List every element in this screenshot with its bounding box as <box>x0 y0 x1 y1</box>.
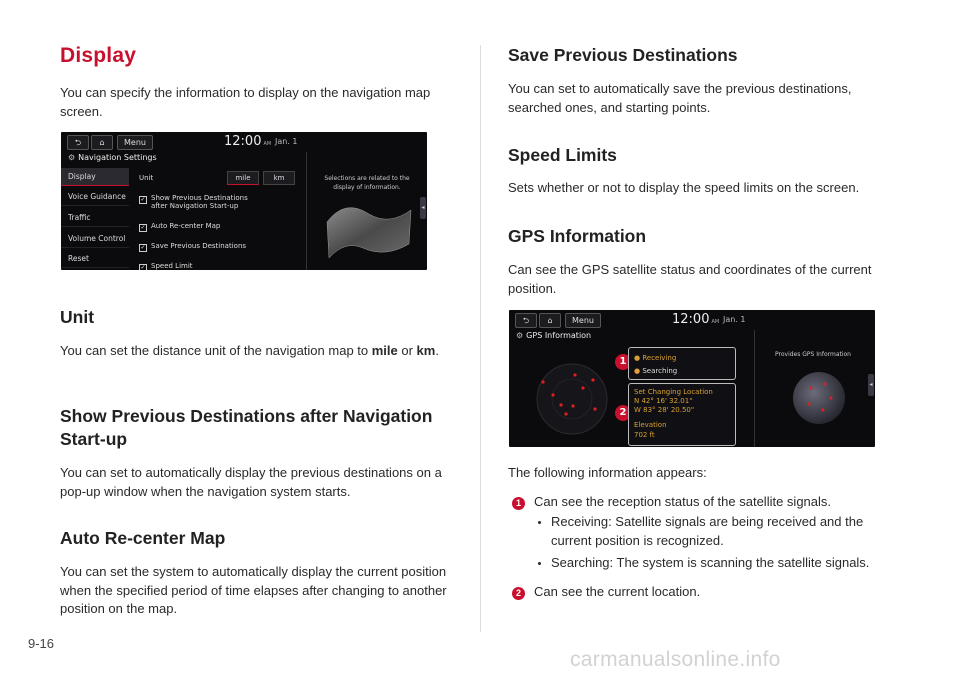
provides-gps-text: Provides GPS Information <box>775 351 851 358</box>
menu-button: Menu <box>565 313 601 328</box>
settings-title: ⚙ Navigation Settings <box>68 153 157 162</box>
page-number: 9-16 <box>28 636 55 651</box>
show-previous-title: Show Previous Destinations after Navigation Start-up <box>60 406 433 449</box>
option-auto-recenter: ✓ Auto Re-center Map <box>140 222 221 231</box>
display-text: You can specify the information to display on the navigation map screen. <box>60 85 431 119</box>
menu-item-display: Display <box>61 168 129 186</box>
callout-marker-1: 1 <box>615 354 631 370</box>
column-divider <box>480 45 481 632</box>
menu-button: Menu <box>117 135 153 150</box>
show-previous-text: You can set to automatically display the previous destinations on a pop-up window when the navigation system starts. <box>60 465 442 499</box>
latitude: N 42° 16' 32.01" <box>634 397 693 405</box>
speed-limits-title: Speed Limits <box>508 145 617 165</box>
unit-label: Unit <box>139 174 154 182</box>
bullet-searching: Searching: The system is scanning the satellite signals. <box>551 555 870 570</box>
gear-icon: ⚙ <box>68 153 76 162</box>
gear-icon: ⚙ <box>516 331 524 340</box>
bullet-icon <box>538 521 541 524</box>
clock: 12:00 AM <box>672 312 720 327</box>
callout-marker-2: 2 <box>615 405 631 421</box>
date: Jan. 1 <box>275 137 298 146</box>
auto-recenter-text: You can set the system to automatically display the current position when the specified period of time elapses after changing to another position on the map. <box>60 564 447 616</box>
gps-information-title: GPS Information <box>508 226 647 246</box>
panel-handle-icon: ◂ <box>868 374 874 396</box>
home-icon: ⌂ <box>539 313 561 328</box>
option-show-previous: ✓ Show Previous Destinations <box>140 194 248 203</box>
elevation-value: 702 ft <box>634 431 655 439</box>
screen-top-bar <box>61 132 427 152</box>
back-icon: ⮌ <box>515 313 537 328</box>
back-icon: ⮌ <box>67 135 89 150</box>
item-1: 1 Can see the reception status of the satellite signals. <box>512 493 888 512</box>
receiving-status: ● Receiving <box>634 354 677 362</box>
screen-top-bar <box>509 310 875 330</box>
option-speed-limit: ✓ Speed Limit <box>140 262 193 270</box>
bullet-icon <box>538 562 541 565</box>
navigation-settings-screenshot <box>61 132 427 270</box>
option-show-previous-line2: after Navigation Start-up <box>151 202 239 210</box>
reception-status-box <box>628 347 736 380</box>
info-intro-text: The following information appears: <box>508 465 707 480</box>
map-preview-image <box>323 192 415 262</box>
checkbox-icon: ✓ <box>140 264 146 270</box>
save-previous-title: Save Previous Destinations <box>508 45 738 65</box>
home-icon: ⌂ <box>91 135 113 150</box>
number-2-icon: 2 <box>512 587 525 600</box>
gps-information-text: Can see the GPS satellite status and coordinates of the current position. <box>508 262 872 296</box>
menu-item-voice-guidance: Voice Guidance <box>61 188 129 206</box>
auto-recenter-title: Auto Re-center Map <box>60 528 226 548</box>
checkbox-icon: ✓ <box>140 196 146 203</box>
date: Jan. 1 <box>723 315 746 324</box>
clock: 12:00 AM <box>224 134 272 149</box>
panel-divider <box>754 330 755 447</box>
set-changing-location: Set Changing Location <box>634 388 713 396</box>
satellite-sky-plot <box>531 362 613 436</box>
menu-item-volume-control: Volume Control <box>61 230 129 248</box>
speed-limits-text: Sets whether or not to display the speed limits on the screen. <box>508 180 860 195</box>
gps-screen-title: ⚙ GPS Information <box>516 331 592 340</box>
panel-handle-icon: ◂ <box>420 197 426 219</box>
unit-text: You can set the distance unit of the navigation map to mile or km. <box>60 343 439 358</box>
globe-image <box>789 370 849 426</box>
checkbox-icon: ✓ <box>140 244 146 251</box>
watermark: carmanualsonline.info <box>570 648 781 671</box>
location-box <box>628 383 736 446</box>
bullet-receiving: Receiving: Satellite signals are being received and the current position is recognized. <box>551 514 864 548</box>
unit-km-button: km <box>263 171 295 185</box>
unit-mile-button: mile <box>227 171 259 185</box>
number-1-icon: 1 <box>512 497 525 510</box>
elevation-label: Elevation <box>634 421 667 429</box>
display-title: Display <box>60 44 137 67</box>
item-2: 2 Can see the current location. <box>512 583 888 602</box>
searching-status: ● Searching <box>634 367 678 375</box>
panel-divider <box>306 152 307 270</box>
menu-item-traffic: Traffic <box>61 209 129 227</box>
option-save-previous: ✓ Save Previous Destinations <box>140 242 247 251</box>
save-previous-text: You can set to automatically save the previous destinations, searched ones, and starting points. <box>508 81 852 115</box>
unit-title: Unit <box>60 307 95 327</box>
checkbox-icon: ✓ <box>140 224 146 231</box>
longitude: W 83° 28' 20.50" <box>634 406 695 414</box>
menu-item-reset: Reset <box>61 250 129 268</box>
description-text: Selections are related to the display of information. <box>324 175 410 191</box>
gps-information-screenshot <box>509 310 875 447</box>
